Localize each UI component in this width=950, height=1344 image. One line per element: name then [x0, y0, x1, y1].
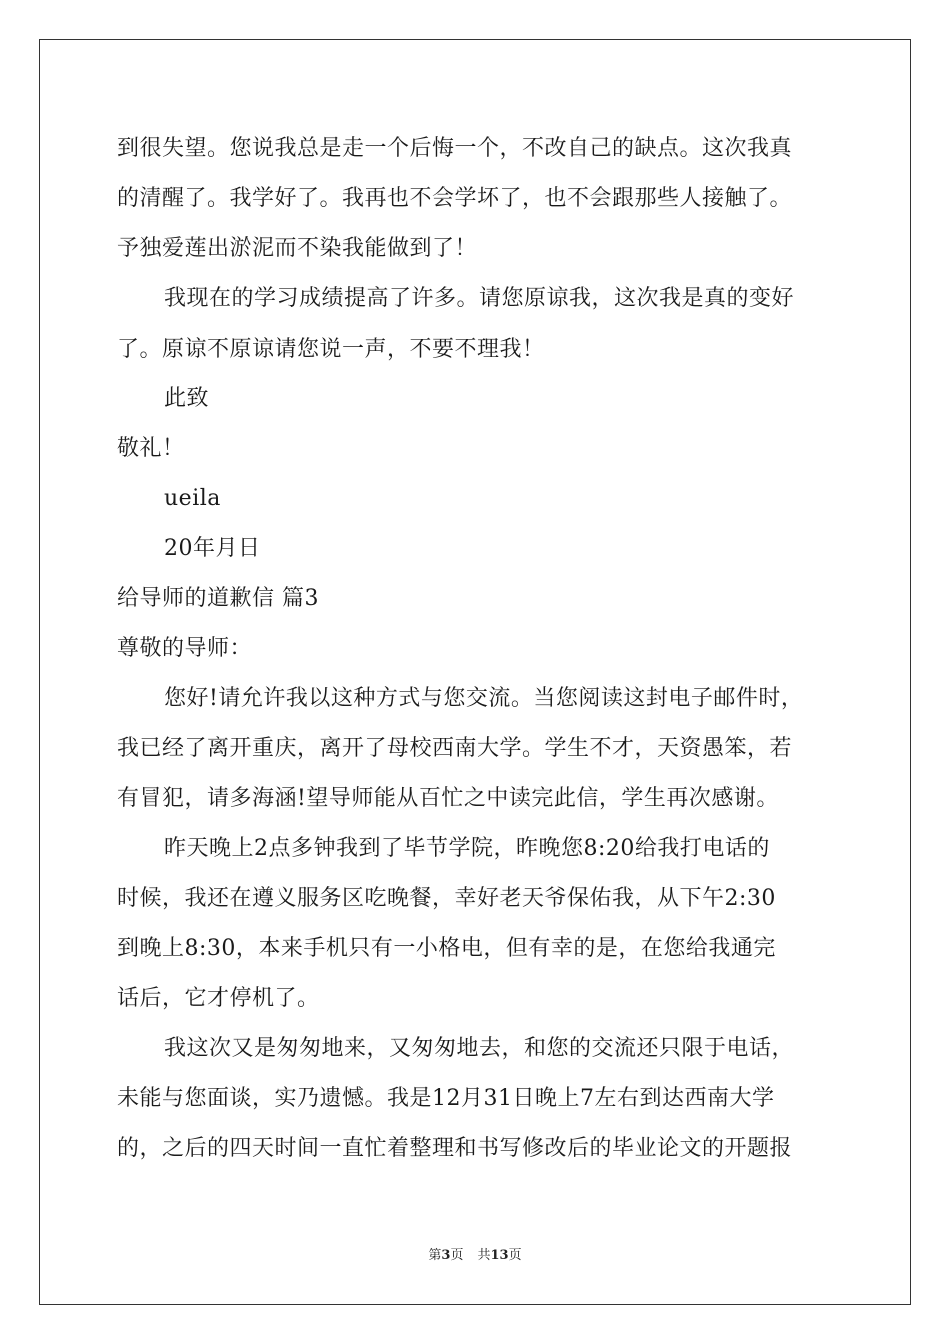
- page-prefix: 第: [428, 1248, 442, 1263]
- body-line: 您好!请允许我以这种方式与您交流。当您阅读这封电子邮件时，: [164, 686, 804, 711]
- body-line: 的清醒了。我学好了。我再也不会学坏了，也不会跟那些人接触了。: [117, 186, 793, 211]
- total-page-count: 13: [490, 1248, 509, 1263]
- body-line: 的，之后的四天时间一直忙着整理和书写修改后的毕业论文的开题报: [117, 1136, 793, 1161]
- closing-salutation: 此致: [164, 386, 210, 411]
- body-line: 我现在的学习成绩提高了许多。请您原谅我，这次我是真的变好: [164, 286, 795, 311]
- page-number-footer: [0, 1247, 950, 1265]
- body-line: 了。原谅不原谅请您说一声，不要不理我！: [117, 337, 545, 362]
- body-line: 到很失望。您说我总是走一个后悔一个，不改自己的缺点。这次我真: [117, 136, 793, 161]
- body-line: 昨天晚上2点多钟我到了毕节学院，昨晚您8:20给我打电话的: [164, 836, 770, 861]
- page-border: [39, 39, 911, 1305]
- total-prefix: 共: [477, 1248, 491, 1263]
- body-line: 予独爱莲出淤泥而不染我能做到了！: [117, 236, 478, 261]
- signature-date: 20年月日: [164, 536, 261, 561]
- body-line: 有冒犯，请多海涵!望导师能从百忙之中读完此信，学生再次感谢。: [117, 786, 779, 811]
- body-line: 未能与您面谈，实乃遗憾。我是12月31日晚上7左右到达西南大学: [117, 1086, 775, 1111]
- current-page-number: 3: [441, 1248, 451, 1263]
- greeting: 尊敬的导师：: [117, 636, 253, 661]
- body-line: 时候，我还在遵义服务区吃晚餐，幸好老天爷保佑我，从下午2:30: [117, 886, 776, 911]
- signature-name: ueila: [164, 486, 221, 511]
- total-suffix: 页: [508, 1248, 522, 1263]
- closing-regards: 敬礼！: [117, 436, 185, 461]
- page-suffix: 页: [450, 1248, 464, 1263]
- body-line: 我已经了离开重庆，离开了母校西南大学。学生不才，天资愚笨，若: [117, 736, 793, 761]
- body-line: 话后，它才停机了。: [117, 986, 320, 1011]
- section-heading: 给导师的道歉信 篇3: [117, 586, 319, 611]
- body-line: 到晚上8:30，本来手机只有一小格电，但有幸的是，在您给我通完: [117, 936, 776, 961]
- body-line: 我这次又是匆匆地来，又匆匆地去，和您的交流还只限于电话，: [164, 1036, 795, 1061]
